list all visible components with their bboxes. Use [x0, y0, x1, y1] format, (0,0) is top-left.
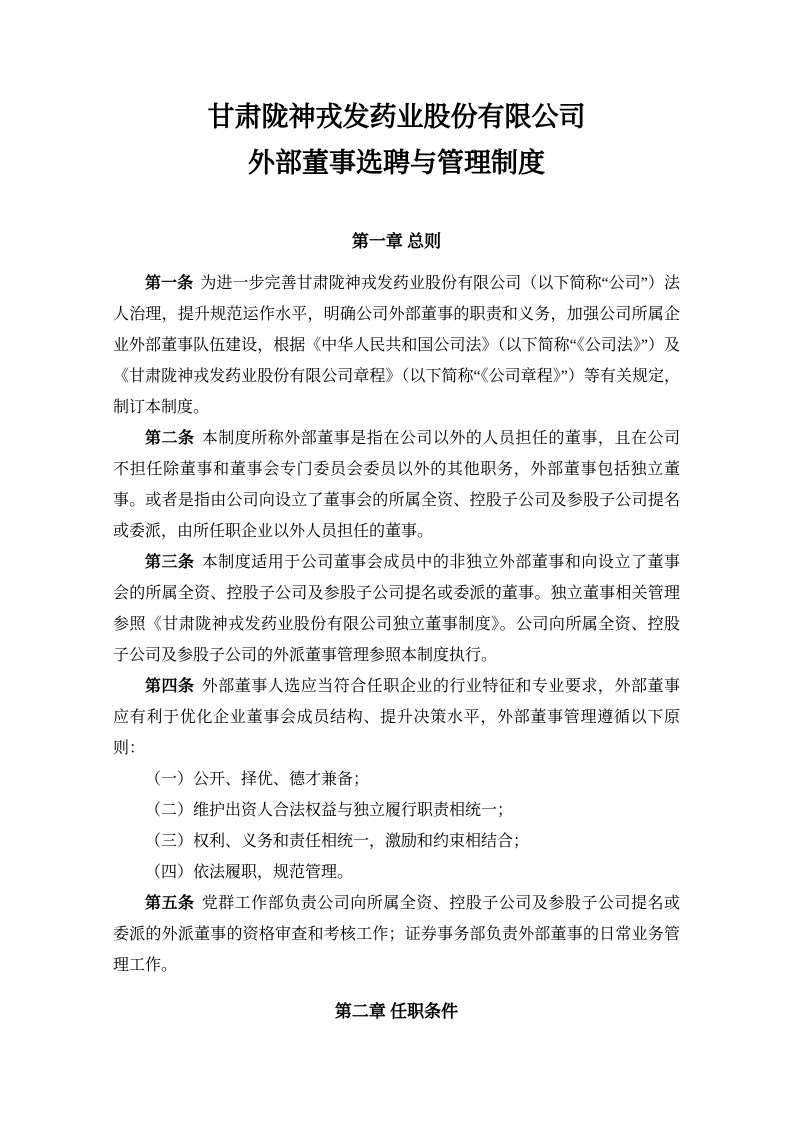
article-3-text: 本制度适用于公司董事会成员中的非独立外部董事和向设立了董事会的所属全资、控股子公司及参股子公司提名或委派的董事。独立董事相关管理参照《甘肃陇神戎发药业股份有限公司独立董事制度》。公司向所属全资、控股子公司及参股子公司的外派董事管理参照本制度执行。 — [113, 554, 680, 664]
principle-item-1: （一）公开、择优、德才兼备； — [145, 771, 370, 788]
chapter-2-heading: 第二章 任职条件 — [334, 1002, 459, 1021]
article-1 — [113, 268, 680, 423]
article-3-label: 第三条 — [145, 554, 195, 571]
article-1-label: 第一条 — [145, 275, 194, 292]
principle-item-4: （四）依法履职，规范管理。 — [145, 864, 354, 881]
article-2-text: 本制度所称外部董事是指在公司以外的人员担任的董事，且在公司不担任除董事和董事会专门委员会委员以外的其他职务，外部董事包括独立董事。或者是指由公司向设立了董事会的所属全资、控股子公司及参股子公司提名或委派，由所任职企业以外人员担任的董事。 — [113, 430, 680, 540]
article-1-text: 为进一步完善甘肃陇神戎发药业股份有限公司（以下简称“公司”）法人治理，提升规范运作水平，明确公司外部董事的职责和义务，加强公司所属企业外部董事队伍建设，根据《中华人民共和国公司法》（以下简称“《公司法》”）及《甘肃陇神戎发药业股份有限公司章程》（以下简称“《公司章程》”）等有关规定，制订本制度。 — [113, 275, 680, 416]
article-4-label: 第四条 — [145, 678, 195, 695]
article-5-label: 第五条 — [145, 895, 195, 912]
article-2 — [113, 423, 680, 547]
article-5 — [113, 888, 680, 981]
article-4 — [113, 671, 680, 764]
document-title-line2: 外部董事选聘与管理制度 — [248, 148, 545, 178]
document-title-line1: 甘肃陇神戎发药业股份有限公司 — [207, 102, 586, 132]
principle-item-2: （二）维护出资人合法权益与独立履行职责相统一； — [145, 802, 514, 819]
chapter-1-heading: 第一章 总则 — [351, 232, 442, 251]
article-2-label: 第二条 — [145, 430, 195, 447]
article-4-text: 外部董事人选应当符合任职企业的行业特征和专业要求，外部董事应有利于优化企业董事会成员结构、提升决策水平，外部董事管理遵循以下原则： — [113, 678, 680, 757]
document-title — [113, 94, 680, 186]
article-5-text: 党群工作部负责公司向所属全资、控股子公司及参股子公司提名或委派的外派董事的资格审查和考核工作；证券事务部负责外部董事的日常业务管理工作。 — [113, 895, 680, 974]
article-3 — [113, 547, 680, 671]
principle-item-3: （三）权利、义务和责任相统一，激励和约束相结合； — [145, 833, 530, 850]
